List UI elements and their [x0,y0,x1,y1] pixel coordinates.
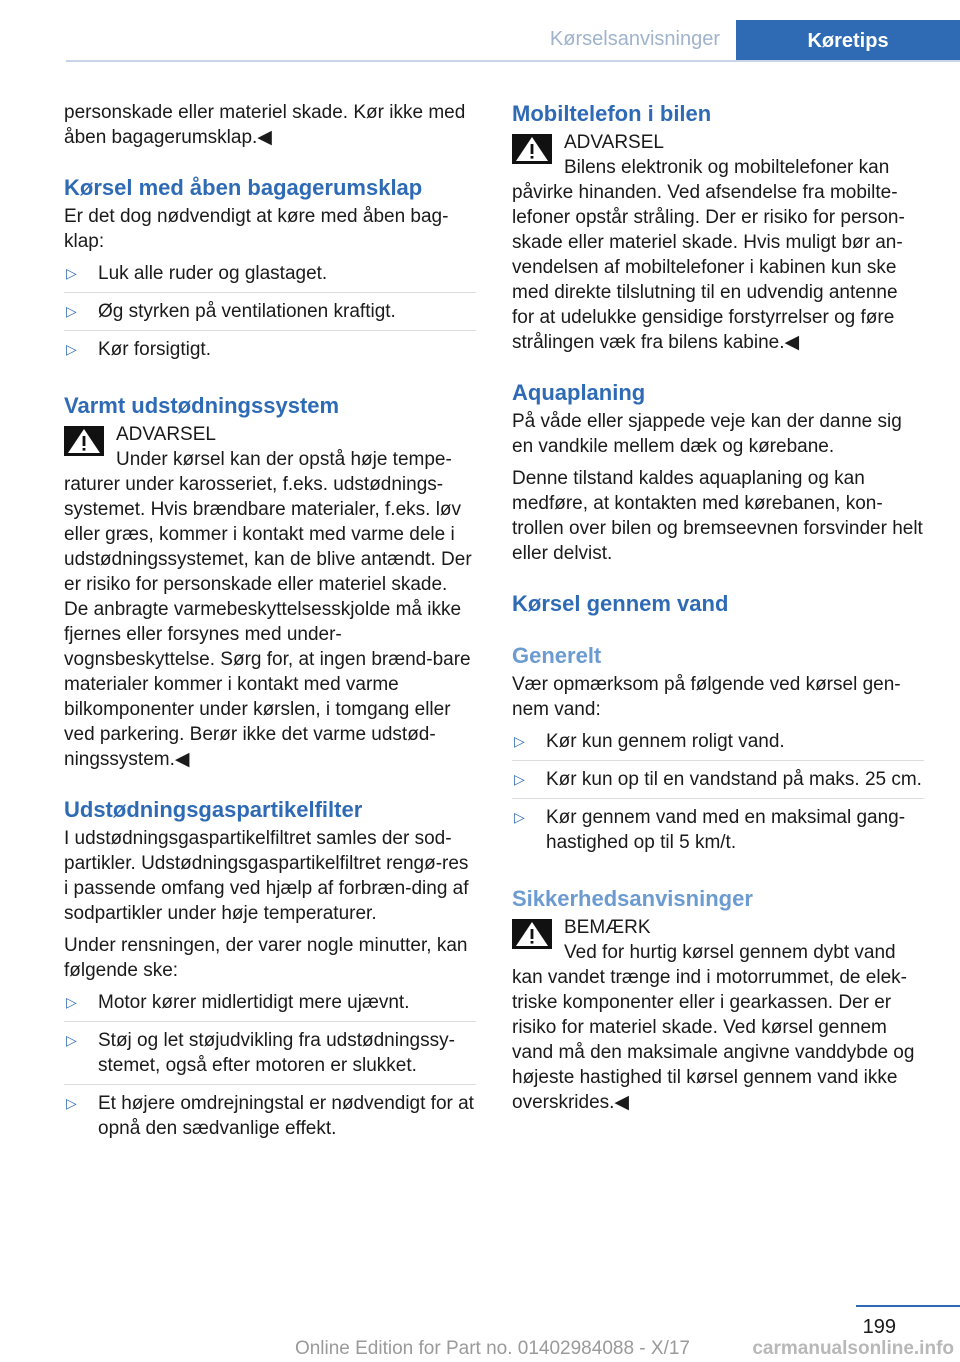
page-number: 199 [862,1316,896,1338]
triangle-bullet-icon: ▷ [514,809,525,825]
page-header [66,0,960,62]
header-divider [66,60,960,62]
list-item: ▷ Støj og let støjudvikling fra udstødningssy-stemet, også efter motoren er slukket. [64,1028,476,1085]
triangle-bullet-icon: ▷ [66,1032,77,1048]
warning-text: Under kørsel kan der opstå høje tempe-raturer under karosseriet, f.eks. udstødnings-systemet. Hvis brændbare materialer, f.eks. løv eller græs, kommer i kontakt med varme dele i udstødningssystemet, kan de blive antændt. Der er risiko for personskade eller materiel skade. De anbragte varmebeskyttelsesskjolde må ikke fjernes eller forsynes med under-vognsbeskyttelse. Sørg for, at ingen brænd-bare materialer kommer i kontakt med varme bilkomponenter under kørslen, i tomgang eller ved parkering. Berør ikke det varme udstød-ningssystem.◀ [64,449,472,770]
warning-text: Bilens elektronik og mobiltelefoner kan påvirke hinanden. Ved afsendelse fra mobilte-lefoner opstår stråling. Der er risiko for person-skade eller materiel skade. Hvis muligt bør an-vendelsen af mobiltelefoner i kabinen kun ske med direkte tilslutning til en udvendig antenne for at udelukke gensidige forstyrrelser og føre strålingen væk fra bilens kabine.◀ [512,157,905,353]
list-item: ▷ Et højere omdrejningstal er nødvendigt for at opnå den sædvanlige effekt. [66,1093,474,1139]
left-column [64,100,476,1157]
warning-triangle-icon [512,134,552,164]
warning-triangle-icon [64,426,104,456]
heading-particle-filter: Udstødningsgaspartikelfilter [64,797,363,822]
heading-hot-exhaust: Varmt udstødningssystem [64,393,340,418]
paragraph-aquaplaning-2: Denne tilstand kaldes aquaplaning og kan medføre, at kontakten med kørebanen, kon-trollen over bilen og bremseevnen forsvinder helt eller delvist. [512,468,923,564]
triangle-bullet-icon: ▷ [66,994,77,1010]
heading-mobile-phone: Mobiltelefon i bilen [512,101,712,126]
breadcrumb-section[interactable]: Kørselsanvisninger [549,28,720,50]
list-open-tailgate [64,261,476,368]
triangle-bullet-icon: ▷ [514,733,525,749]
list-item: ▷ Kør kun op til en vandstand på maks. 25 cm. [512,767,924,799]
list-item: ▷ Kør forsigtigt. [66,339,211,360]
intro-paragraph: personskade eller materiel skade. Kør ikke med åben bagagerumsklap.◀ [64,102,466,148]
notice-water [512,915,924,1115]
list-item: ▷ Motor kører midlertidigt mere ujævnt. [64,990,476,1022]
paragraph-open-tailgate: Er det dog nødvendigt at køre med åben bag-klap: [64,206,449,252]
paragraph-particle-filter-1: I udstødningsgaspartikelfiltret samles der sod-partikler. Udstødningsgaspartikelfiltret rengø-res i passende omfang ved hjælp af forbræn-ding af sodpartikler under høje temperaturer. [64,828,469,924]
triangle-bullet-icon: ▷ [514,771,525,787]
paragraph-particle-filter-2: Under rensningen, der varer nogle minutter, kan følgende ske: [64,935,468,981]
watermark: carmanualsonline.info [752,1338,954,1359]
list-item: ▷ Øg styrken på ventilationen kraftigt. [64,299,476,331]
list-item: ▷ Luk alle ruder og glastaget. [64,261,476,293]
triangle-bullet-icon: ▷ [66,303,77,319]
triangle-bullet-icon: ▷ [66,1095,77,1111]
triangle-bullet-icon: ▷ [66,341,77,357]
heading-driving-through-water: Kørsel gennem vand [512,591,729,616]
warning-label: ADVARSEL [116,424,216,445]
notice-text: Ved for hurtig kørsel gennem dybt vand kan vandet trænge ind i motorrummet, de elek-triske komponenter eller i gearkassen. Der er risiko for materiel skade. Ved kørsel gennem vand må den maksimale angivne vanddybde og højeste hastighed til kørsel gennem vand ikke overskrides.◀ [512,942,915,1113]
warning-hot-exhaust [64,422,476,772]
edition-text: Online Edition for Part no. 01402984088 - X/17 [294,1338,690,1359]
list-particle-filter [64,990,476,1147]
right-column [512,100,924,1123]
list-item: ▷ Kør kun gennem roligt vand. [512,729,924,761]
warning-mobile-phone [512,130,924,355]
notice-label: BEMÆRK [564,917,651,938]
warning-label: ADVARSEL [564,132,664,153]
subheading-safety: Sikkerhedsanvisninger [512,886,753,911]
subheading-general: Generelt [512,643,602,668]
paragraph-general: Vær opmærksom på følgende ved kørsel gen-nem vand: [512,674,901,720]
paragraph-aquaplaning-1: På våde eller sjappede veje kan der danne sig en vandkile mellem dæk og kørebane. [512,411,902,457]
heading-open-tailgate: Kørsel med åben bagagerumsklap [64,175,423,200]
triangle-bullet-icon: ▷ [66,265,77,281]
footer-divider [856,1305,960,1307]
list-water [512,729,924,861]
heading-aquaplaning: Aquaplaning [512,380,646,405]
breadcrumb-active-tab[interactable]: Køretips [736,20,960,62]
list-item: ▷ Kør gennem vand med en maksimal gang-hastighed op til 5 km/t. [514,807,906,853]
warning-triangle-icon [512,919,552,949]
